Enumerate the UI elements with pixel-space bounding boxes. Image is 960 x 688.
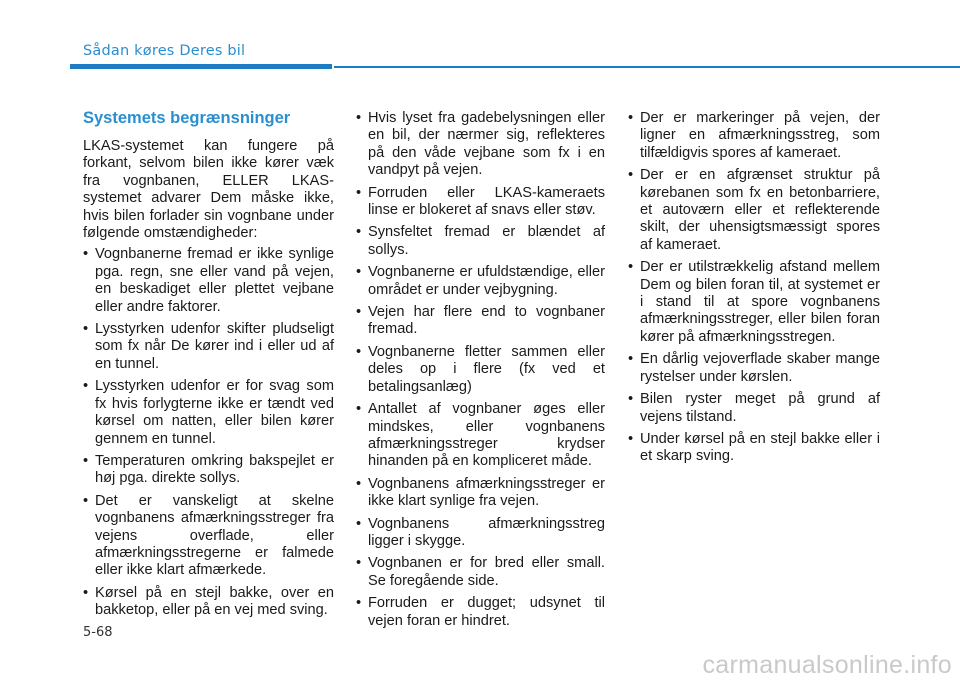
column-1 xyxy=(83,108,334,625)
list-item: • Vognbanens afmærkningsstreg ligger i skygge. xyxy=(356,516,605,551)
list-item: • Det er vanskeligt at skelne vognbanens afmærkningsstreger fra vejens overflade, eller afmærkningsstregerne er falmede eller ikke klart afmærkede. xyxy=(83,493,334,580)
list-item: • Vognbanerne er ufuldstændige, eller området er under vejbygning. xyxy=(356,264,605,299)
watermark: carmanualsonline.info xyxy=(702,651,952,679)
page-number: 5-68 xyxy=(83,625,113,640)
list-item: • Forruden er dugget; udsynet til vejen foran er hindret. xyxy=(356,595,605,630)
list-item: • Kørsel på en stejl bakke, over en bakketop, eller på en vej med sving. xyxy=(83,585,334,620)
list-item: • Vognbanens afmærkningsstreger er ikke klart synlige fra vejen. xyxy=(356,476,605,511)
list-item: • Lysstyrken udenfor er for svag som fx hvis forlygterne ikke er tændt ved kørsel om natten, eller bilen kører gennem en tunnel. xyxy=(83,378,334,448)
column-3 xyxy=(628,110,880,471)
list-item: • Synsfeltet fremad er blændet af sollys. xyxy=(356,224,605,259)
list-item: • Vognbanen er for bred eller small. Se foregående side. xyxy=(356,555,605,590)
list-item: • En dårlig vejoverflade skaber mange rystelser under kørslen. xyxy=(628,351,880,386)
list-item: • Der er markeringer på vejen, der ligner en afmærkningsstreg, som tilfældigvis spores af kameraet. xyxy=(628,110,880,162)
list-item: • Bilen ryster meget på grund af vejens tilstand. xyxy=(628,391,880,426)
header-rule-thick xyxy=(70,64,332,69)
chapter-title: Sådan køres Deres bil xyxy=(83,43,246,59)
list-item: • Hvis lyset fra gadebelysningen eller en bil, der nærmer sig, reflekteres på den våde vejbane som fx i en vandpyt på vejen. xyxy=(356,110,605,180)
list-item: • Vognbanerne fremad er ikke synlige pga. regn, sne eller vand på vejen, en beskadiget eller plettet vejbane eller andre faktorer. xyxy=(83,246,334,316)
list-item: • Vejen har flere end to vognbaner fremad. xyxy=(356,304,605,339)
list-item: • Forruden eller LKAS-kameraets linse er blokeret af snavs eller støv. xyxy=(356,185,605,220)
list-item: • Der er utilstrækkelig afstand mellem Dem og bilen foran til, at systemet er i stand til at spore vognbanens afmærkningsstreger, eller bilen foran kører på afmærkningsstregen. xyxy=(628,259,880,346)
intro-paragraph: LKAS-systemet kan fungere på forkant, selvom bilen ikke kører væk fra vognbanen, ELLER LKAS-systemet advarer Dem måske ikke, hvis bilen forlader sin vognbane under følgende omstændigheder: xyxy=(83,138,334,242)
list-item: • Lysstyrken udenfor skifter pludseligt som fx når De kører ind i eller ud af en tunnel. xyxy=(83,321,334,373)
list-item: • Vognbanerne fletter sammen eller deles op i flere (fx ved et betalingsanlæg) xyxy=(356,344,605,396)
section-title: Systemets begrænsninger xyxy=(83,109,291,127)
list-item: • Under kørsel på en stejl bakke eller i et skarp sving. xyxy=(628,431,880,466)
list-item: • Antallet af vognbaner øges eller mindskes, eller vognbanens afmærkningsstreger krydser hinanden på en kompliceret måde. xyxy=(356,401,605,471)
list-item: • Temperaturen omkring bakspejlet er høj pga. direkte sollys. xyxy=(83,453,334,488)
column-2 xyxy=(356,110,605,635)
header-rule-thin xyxy=(334,66,960,68)
list-item: • Der er en afgrænset struktur på kørebanen som fx en betonbarriere, et autoværn eller et reflekterende skilt, der uhensigtsmæssigt spores af kameraet. xyxy=(628,167,880,254)
bullet-list-2 xyxy=(356,110,605,630)
bullet-list-3 xyxy=(628,110,880,466)
bullet-list-1 xyxy=(83,246,334,619)
